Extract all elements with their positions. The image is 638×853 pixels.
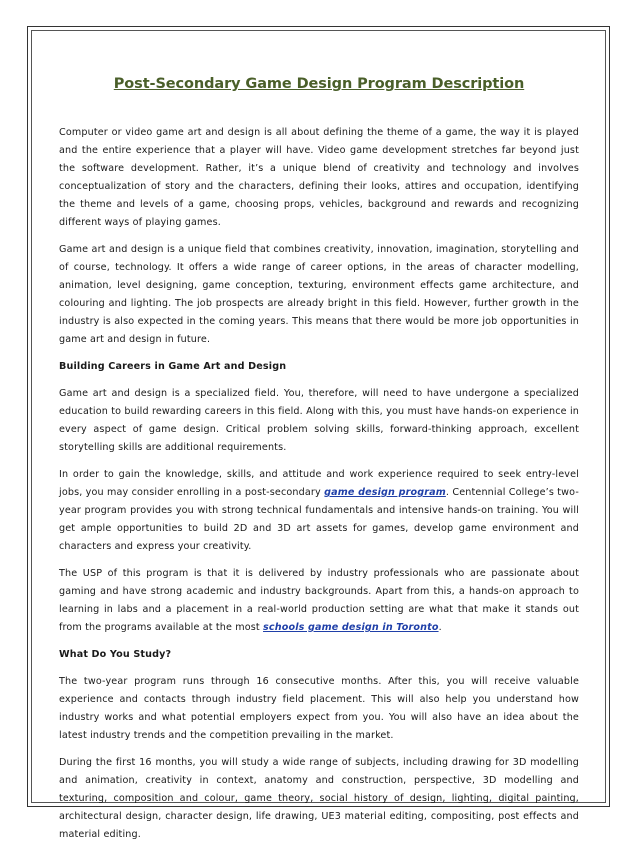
text-segment: .	[438, 622, 442, 633]
paragraph-usp	[59, 565, 579, 637]
paragraph-intro: Computer or video game art and design is all about defining the theme of a game, the way it is played and the entire experience that a player will have. Video game development stretches far beyond just the software development. Rather, it’s a unique blend of creativity and technology and involves conceptualization of story and the characters, defining their looks, attires and occupation, identifying the theme and levels of a game, choosing props, vehicles, background and rewards and recognizing different ways of playing games.	[59, 127, 579, 228]
document-title: Post-Secondary Game Design Program Description	[113, 76, 525, 92]
paragraph-program-duration: The two-year program runs through 16 consecutive months. After this, you will receive valuable experience and contacts through industry field placement. This will also help you understand how industry works and what potential employers expect from you. You will also have an idea about the latest industry trends and the competition prevailing in the market.	[59, 676, 579, 741]
text-segment: The USP of this program is that it is delivered by industry professionals who are passionate about gaming and have strong academic and industry backgrounds. Apart from this, a hands-on approach to learning in labs and a placement in a real-world production setting are what that make it stands out from the programs available at the most	[59, 568, 579, 633]
game-design-program-link[interactable]: game design program	[324, 487, 446, 498]
paragraph-field-overview: Game art and design is a unique field that combines creativity, innovation, imagination, storytelling and of course, technology. It offers a wide range of career options, in the areas of character modelling, animation, level designing, game conception, texturing, environment effects game architecture, and colouring and lighting. The job prospects are already bright in this field. However, further growth in the industry is also expected in the coming years. This means that there would be more job opportunities in game art and design in future.	[59, 244, 579, 345]
text-segment: In order to gain the knowledge, skills, and attitude and work experience required to seek entry-level jobs, you may consider enrolling in a post-secondary	[59, 469, 579, 498]
paragraph-enrolling	[59, 466, 579, 556]
paragraph-specialized-field: Game art and design is a specialized field. You, therefore, will need to have undergone a specialized education to build rewarding careers in this field. Along with this, you must have hands-on experience in every aspect of game design. Critical problem solving skills, forward-thinking approach, excellent storytelling skills are additional requirements.	[59, 388, 579, 453]
paragraph-subjects: During the first 16 months, you will study a wide range of subjects, including drawing for 3D modelling and animation, creativity in context, anatomy and construction, perspective, 3D modelling and texturing, composition and colour, game theory, social history of design, lighting, digital painting, architectural design, character design, life drawing, UE3 material editing, compositing, post effects and material editing.	[59, 757, 579, 840]
section-heading-careers: Building Careers in Game Art and Design	[59, 361, 287, 372]
document-body	[59, 76, 579, 853]
schools-game-design-toronto-link[interactable]: schools game design in Toronto	[263, 622, 439, 633]
section-heading-study: What Do You Study?	[59, 649, 172, 660]
text-segment: . Centennial College’s two-year program provides you with strong technical fundamentals and intensive hands-on training. You will get ample opportunities to build 2D and 3D art assets for games, develop game environment and characters and express your creativity.	[59, 487, 579, 552]
